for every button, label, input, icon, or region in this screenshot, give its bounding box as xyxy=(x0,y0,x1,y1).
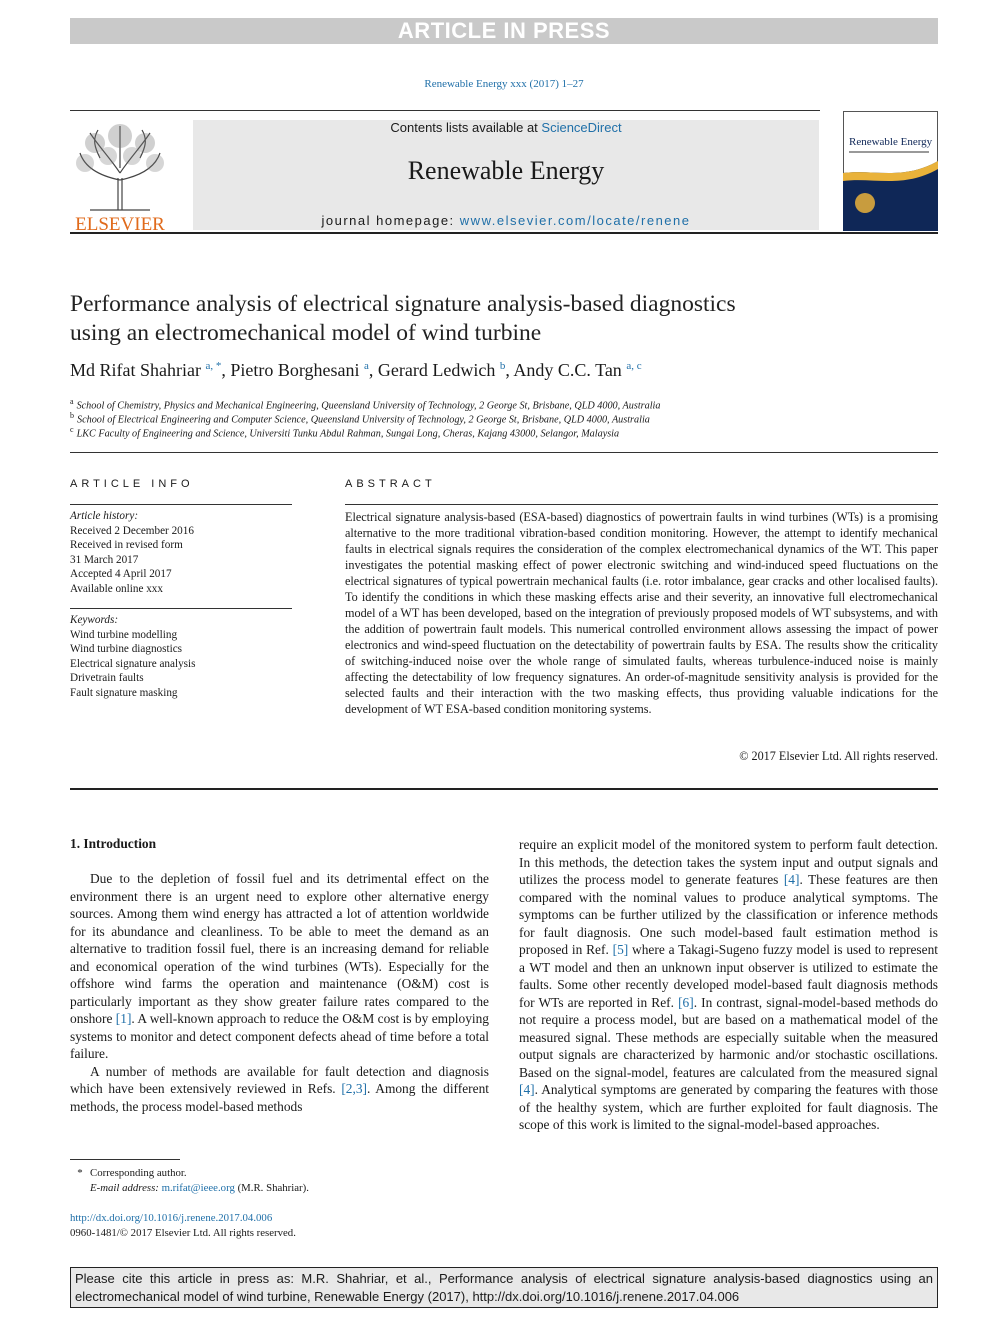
keywords xyxy=(70,613,292,700)
homepage-prefix: journal homepage: xyxy=(321,213,460,228)
reference-link[interactable]: [5] xyxy=(612,942,629,957)
journal-name: Renewable Energy xyxy=(407,156,605,185)
paragraph-text: require an explicit model of the monitored system to perform fault detection. In this methods, the detection takes the system input and output signals and utilizes the process model to generate features xyxy=(519,837,938,887)
divider xyxy=(70,504,292,505)
affiliation-text: School of Chemistry, Physics and Mechanical Engineering, Queensland University of Technology, 2 George St, Brisbane, QLD 4000, Australia xyxy=(76,400,661,412)
reference-link[interactable]: [6] xyxy=(678,994,694,1010)
author-name[interactable]: Md Rifat Shahriar xyxy=(70,360,201,380)
reference-link[interactable]: [4] xyxy=(783,872,800,887)
paragraph-text: Due to the depletion of fossil fuel and its detrimental effect on the environment there is an urgent need to explore other alternative energy sources. Among them wind energy has attracted a lot of attention worldwide for its abundance and cleanliness. To be able to meet the demand as an alternative to tradition fossil fuel, there is an increasing demand for reliable and economical operation of the wind turbines (WTs). Especially for the offshore wind farms the operation and maintenance (O&M) cost is particularly important as they show greater failure rates compared to the onshore xyxy=(70,871,489,1026)
sciencedirect-link[interactable]: ScienceDirect xyxy=(541,120,622,135)
issn-line: 0960-1481/© 2017 Elsevier Ltd. All rights reserved. xyxy=(70,1227,296,1239)
keywords-label: Keywords: xyxy=(70,614,119,626)
affiliation-marker: a xyxy=(70,397,74,406)
keyword-item: Wind turbine modelling xyxy=(70,628,178,641)
author-affil-marker[interactable]: a xyxy=(364,360,369,372)
footnote-marker: * xyxy=(77,1167,83,1179)
email-link[interactable]: m.rifat@ieee.org xyxy=(161,1182,235,1194)
email-note xyxy=(90,1181,309,1196)
history-item: Received in revised form xyxy=(70,539,183,551)
history-label: Article history: xyxy=(70,510,139,522)
cite-this-article-box: Please cite this article in press as: M.R. Shahriar, et al., Performance analysis of electrical signature analysis-based diagnostics using an electromechanical model of wind turbine, Renewable Energy (2017), http://dx.doi.org/10.1016/j.renene.2017.04.006 xyxy=(70,1267,938,1308)
homepage-link[interactable]: www.elsevier.com/locate/renene xyxy=(459,213,691,228)
article-in-press-banner: ARTICLE IN PRESS xyxy=(70,18,938,44)
keyword-item: Fault signature masking xyxy=(70,686,178,699)
header-top-rule xyxy=(70,110,820,111)
author-affil-marker[interactable]: a, * xyxy=(205,360,222,372)
paragraph-text: . These features are then compared with the nominal values to produce analytical symptoms. The symptoms can be further utilized by the classification or inference methods for fault diagnosis. One such model-based fault estimation method is proposed in Ref. xyxy=(519,872,939,957)
paragraph-text: . Analytical symptoms are generated by comparing the features with those of the healthy system, which are further exploited for fault diagnosis. The scope of this work is limited to the signal-model-based approaches. xyxy=(519,1082,938,1132)
journal-homepage-line xyxy=(193,213,819,228)
intro-right-column xyxy=(519,836,938,1134)
article-title xyxy=(70,290,940,348)
divider xyxy=(70,608,292,609)
paragraph-text: where a Takagi-Sugeno fuzzy model is used to represent a WT model and then an unknown input observer is utilized to estimate the faults. Some other recently developed model-based fault diagnosis methods for WTs are reported in Ref. xyxy=(519,942,938,1010)
affiliation-text: School of Electrical Engineering and Computer Science, Queensland University of Technology, 2 George St, Brisbane, QLD 4000, Australia xyxy=(77,414,650,426)
affiliation-text: LKC Faculty of Engineering and Science, Universiti Tunku Abdul Rahman, Sungai Long, Cheras, Kajang 43000, Selangor, Malaysia xyxy=(76,428,620,440)
intro-paragraph xyxy=(70,870,489,1063)
intro-left-column xyxy=(70,870,489,1115)
history-item: Accepted 4 April 2017 xyxy=(70,568,172,580)
reference-link[interactable]: [1] xyxy=(115,1011,132,1026)
history-item: 31 March 2017 xyxy=(70,553,139,566)
contents-line xyxy=(193,120,819,135)
author-affil-marker[interactable]: a, c xyxy=(626,360,642,372)
author-name[interactable]: Gerard Ledwich xyxy=(377,360,496,380)
divider xyxy=(70,788,938,790)
intro-paragraph xyxy=(70,1063,489,1116)
email-label: E-mail address: xyxy=(90,1182,162,1194)
divider xyxy=(70,452,938,453)
history-item: Received 2 December 2016 xyxy=(70,524,194,537)
history-item: Available online xxx xyxy=(70,582,163,595)
paragraph-text: . A well-known approach to reduce the O&M cost is by employing systems to monitor and detect component defects ahead of time before a total failure. xyxy=(70,1011,489,1061)
section-heading-introduction: 1. Introduction xyxy=(70,836,157,851)
paragraph-text: A number of methods are available for fault detection and diagnosis which have been extensively reviewed in Refs. xyxy=(70,1063,489,1096)
divider xyxy=(345,504,938,505)
intro-paragraph-continued xyxy=(519,836,938,1134)
keyword-item: Wind turbine diagnostics xyxy=(70,643,183,655)
journal-cover-thumbnail[interactable] xyxy=(843,111,938,231)
doi-link[interactable]: http://dx.doi.org/10.1016/j.renene.2017.04.006 xyxy=(70,1212,273,1224)
reference-link[interactable]: [2,3] xyxy=(341,1081,367,1096)
affiliation-c xyxy=(70,423,940,441)
email-suffix: (M.R. Shahriar). xyxy=(234,1182,309,1194)
corresponding-author-note xyxy=(70,1166,187,1181)
article-history xyxy=(70,509,292,596)
author-affil-marker[interactable]: b xyxy=(499,360,506,372)
affiliation-marker: b xyxy=(70,411,74,420)
paragraph-text: . Among the different methods, the process model-based methods xyxy=(70,1081,489,1114)
abstract-text: Electrical signature analysis-based (ESA-based) diagnostics of powertrain faults in wind turbines (WTs) is a promising alternative to the more traditional vibration-based condition monitoring. However, the attempt to identify mechanical faults in electrical signals requires the consideration of the complex electromechanical dynamics of the WT. This paper investigates the potential masking effect of power electronic switching and wind-induced speed fluctuations on the electrical signatures of typical powertrain mechanical faults (i.e. rotor imbalance, gear cracks and other localised faults). To identify the conditions in which these masking effects arise and their severity, an innovative full electromechanical model of a WT has been developed, based on the integration of previously proposed models of WT subsystems, and with the addition of powertrain fault models. This numerical controlled environment allows assessing the impact of power electronics and wind-speed fluctuation on the detectability of powertrain faults by ESA. The results show the criticality of switching-induced noise over the whole range of simulated faults, whereas turbulence-induced noise is mainly affecting the detectability of low frequency signatures. An order-of-magnitude sensitivity analysis is provided for the selected faults and their interaction with the two masking effects, thus providing valuable indications for the development of WT ESA-based condition monitoring systems. xyxy=(345,510,938,716)
footnote-divider xyxy=(70,1159,180,1160)
footnote-text: Corresponding author. xyxy=(90,1167,187,1179)
author-name[interactable]: Pietro Borghesani xyxy=(230,360,360,380)
header-bottom-rule xyxy=(70,232,938,234)
contents-prefix: Contents lists available at xyxy=(390,120,542,135)
reference-link[interactable]: [4] xyxy=(519,1082,535,1097)
elsevier-wordmark: ELSEVIER xyxy=(75,214,165,234)
article-title-line-2: using an electromechanical model of wind turbine xyxy=(70,320,542,346)
cover-title: Renewable Energy xyxy=(849,136,933,148)
affiliation-marker: c xyxy=(70,425,74,434)
elsevier-logo-icon[interactable] xyxy=(70,118,170,234)
abstract-copyright: © 2017 Elsevier Ltd. All rights reserved. xyxy=(739,749,938,763)
keyword-item: Drivetrain faults xyxy=(70,672,144,684)
keyword-item: Electrical signature analysis xyxy=(70,657,196,670)
author-list: Md Rifat Shahriar $^{a, *}$, Pietro Borghesani $^a$, Gerard Ledwich $^b$, Andy C.C. Tan $^{a, c}$ xyxy=(70,360,642,380)
author-name[interactable]: Andy C.C. Tan xyxy=(513,360,622,380)
article-info-heading: ARTICLE INFO xyxy=(70,478,194,490)
journal-citation[interactable]: Renewable Energy xxx (2017) 1–27 xyxy=(424,78,584,90)
paragraph-text: . In contrast, signal-model-based methods do not require a process model, but are based on a mathematical model of the measured signal. These methods are especially suitable when the measured output signals are characterized by harmonic and/or stochastic oscillations. Based on the signal-model, features are calculated from the measured signal xyxy=(519,994,939,1080)
article-title-line-1: Performance analysis of electrical signature analysis-based diagnostics xyxy=(70,291,736,317)
abstract-heading: ABSTRACT xyxy=(345,478,436,490)
